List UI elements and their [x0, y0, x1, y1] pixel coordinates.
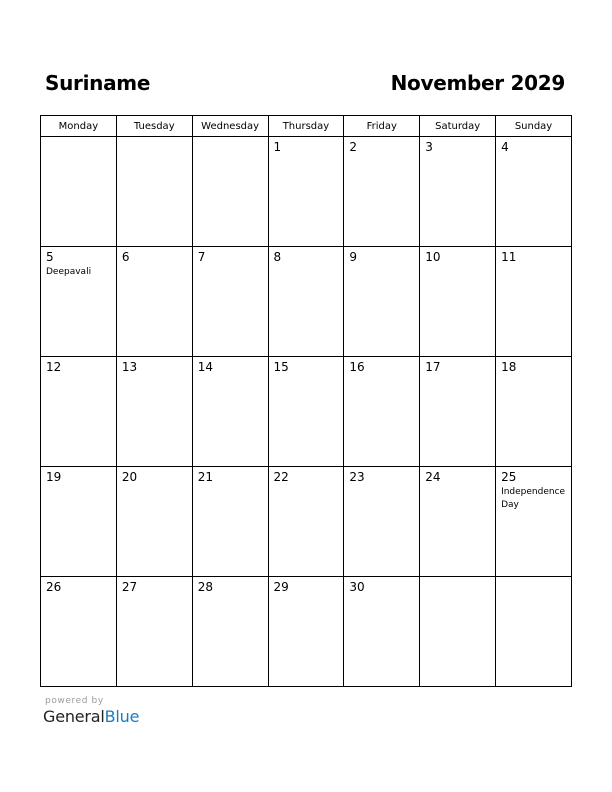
day-cell	[496, 577, 572, 687]
day-cell	[41, 467, 117, 577]
day-number: 3	[425, 140, 433, 154]
week-row	[41, 137, 572, 247]
day-number: 29	[273, 580, 289, 594]
day-cell	[344, 577, 420, 687]
day-number: 12	[46, 360, 62, 374]
day-cell	[268, 137, 344, 247]
day-number: 28	[197, 580, 213, 594]
day-number: 14	[197, 360, 213, 374]
day-number: 11	[501, 250, 517, 264]
day-number: 30	[349, 580, 365, 594]
holiday-label: Independence Day	[501, 487, 566, 510]
weekday-header: Saturday	[420, 116, 496, 137]
day-cell	[41, 247, 117, 357]
day-number: 1	[273, 140, 282, 154]
day-cell	[496, 467, 572, 577]
day-cell	[192, 467, 268, 577]
day-cell	[496, 137, 572, 247]
day-cell	[268, 467, 344, 577]
day-number: 6	[121, 250, 130, 264]
day-number: 27	[121, 580, 138, 594]
week-row	[41, 467, 572, 577]
brand-blue: Blue	[104, 707, 140, 726]
day-cell	[268, 357, 344, 467]
weekday-header: Monday	[41, 116, 117, 137]
day-cell	[344, 247, 420, 357]
day-cell	[116, 577, 192, 687]
day-number: 22	[273, 470, 289, 484]
week-row	[41, 357, 572, 467]
brand-general: General	[43, 707, 105, 726]
week-row	[41, 247, 572, 357]
day-cell	[192, 137, 268, 247]
day-cell	[420, 137, 496, 247]
day-cell	[496, 247, 572, 357]
day-number: 15	[273, 360, 289, 374]
day-number: 26	[46, 580, 62, 594]
day-cell	[41, 137, 117, 247]
weekday-header: Tuesday	[116, 116, 192, 137]
day-number: 10	[425, 250, 441, 264]
day-cell	[41, 357, 117, 467]
country-title: Suriname	[45, 71, 151, 95]
powered-by-text: powered by	[45, 696, 104, 706]
weekday-header: Friday	[344, 116, 420, 137]
calendar-grid	[40, 115, 572, 687]
weekday-header: Wednesday	[192, 116, 268, 137]
day-number: 24	[425, 470, 441, 484]
day-number: 25	[501, 470, 517, 484]
day-cell	[116, 467, 192, 577]
day-number: 17	[425, 360, 441, 374]
day-number: 19	[46, 470, 62, 484]
day-cell	[268, 247, 344, 357]
day-cell	[116, 247, 192, 357]
day-cell	[344, 467, 420, 577]
day-number: 20	[121, 470, 138, 484]
day-number: 23	[349, 470, 365, 484]
month-year-title: November 2029	[390, 71, 565, 95]
day-number: 8	[273, 250, 282, 264]
day-cell	[41, 577, 117, 687]
day-cell	[192, 247, 268, 357]
day-number: 9	[349, 250, 358, 264]
day-cell	[268, 577, 344, 687]
day-cell	[192, 357, 268, 467]
weekday-header: Sunday	[496, 116, 572, 137]
holiday-label: Deepavali	[46, 267, 92, 277]
day-cell	[496, 357, 572, 467]
day-cell	[344, 357, 420, 467]
week-row	[41, 577, 572, 687]
day-number: 16	[349, 360, 365, 374]
day-cell	[420, 467, 496, 577]
day-cell	[420, 247, 496, 357]
day-number: 7	[197, 250, 206, 264]
footer-branding	[43, 696, 139, 726]
day-number: 18	[501, 360, 517, 374]
day-number: 21	[197, 470, 213, 484]
day-cell	[420, 577, 496, 687]
weekday-header: Thursday	[268, 116, 344, 137]
day-number: 13	[121, 360, 138, 374]
day-cell	[116, 357, 192, 467]
weekday-header-row	[41, 116, 572, 137]
day-number: 2	[349, 140, 358, 154]
day-cell	[116, 137, 192, 247]
brand-logo	[43, 707, 139, 726]
day-number: 5	[46, 250, 54, 264]
day-number: 4	[501, 140, 509, 154]
day-cell	[344, 137, 420, 247]
day-cell	[420, 357, 496, 467]
day-cell	[192, 577, 268, 687]
